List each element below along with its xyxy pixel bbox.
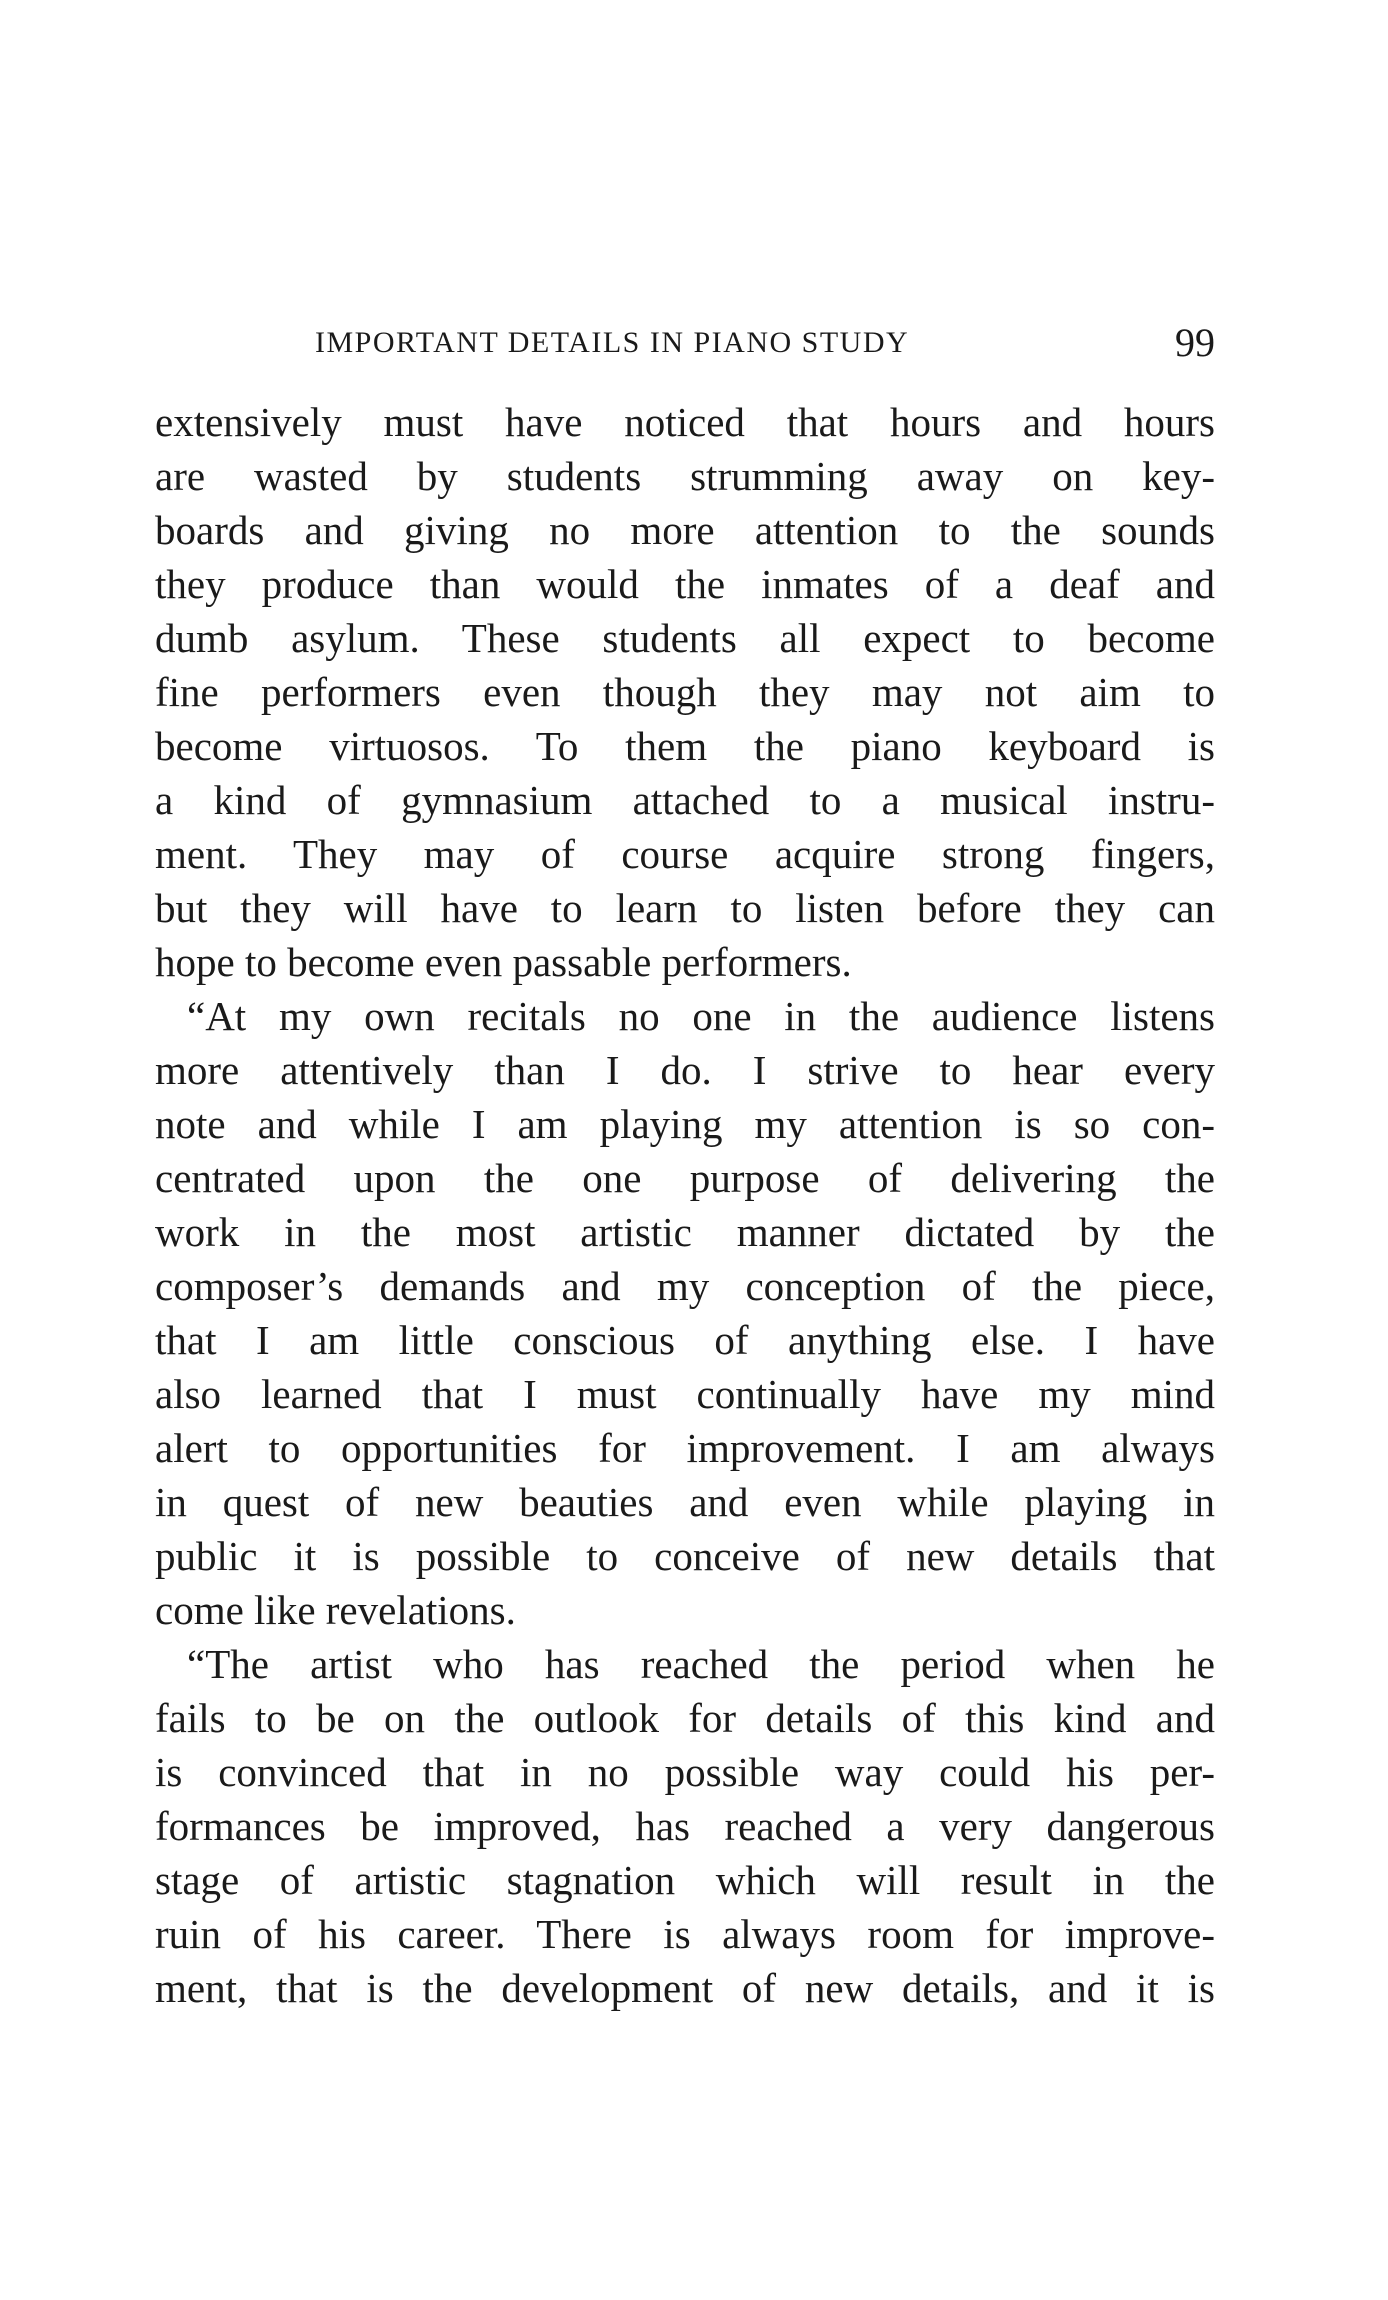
running-head	[155, 318, 1215, 368]
text-line: become virtuosos. To them the piano keyboard is	[155, 723, 1215, 769]
text-line: they produce than would the inmates of a deaf and	[155, 561, 1215, 607]
text-line: come like revelations.	[155, 1587, 516, 1633]
text-line: fails to be on the outlook for details of this kind and	[155, 1695, 1215, 1741]
body-text	[155, 395, 1215, 2015]
text-line: stage of artistic stagnation which will result in the	[155, 1857, 1215, 1903]
text-line: that I am little conscious of anything else. I have	[155, 1317, 1215, 1363]
text-line: also learned that I must continually have my mind	[155, 1371, 1215, 1417]
text-line: ment, that is the development of new details, and it is	[155, 1965, 1215, 2011]
text-line: but they will have to learn to listen before they can	[155, 885, 1215, 931]
text-line: “The artist who has reached the period when he	[187, 1641, 1215, 1687]
text-line: are wasted by students strumming away on key-	[155, 453, 1215, 499]
text-line: work in the most artistic manner dictated by the	[155, 1209, 1215, 1255]
text-line: is convinced that in no possible way could his per-	[155, 1749, 1215, 1795]
text-line: in quest of new beauties and even while playing in	[155, 1479, 1215, 1525]
text-line: centrated upon the one purpose of delivering the	[155, 1155, 1215, 1201]
text-line: fine performers even though they may not aim to	[155, 669, 1215, 715]
text-line: dumb asylum. These students all expect to become	[155, 615, 1215, 661]
text-line: a kind of gymnasium attached to a musical instru-	[155, 777, 1215, 823]
text-line: extensively must have noticed that hours and hours	[155, 399, 1215, 445]
text-line: public it is possible to conceive of new details that	[155, 1533, 1215, 1579]
text-line: more attentively than I do. I strive to hear every	[155, 1047, 1215, 1093]
text-line: composer’s demands and my conception of the piece,	[155, 1263, 1215, 1309]
text-line: ruin of his career. There is always room for improve-	[155, 1911, 1215, 1957]
text-line: “At my own recitals no one in the audience listens	[187, 993, 1215, 1039]
page-number: 99	[1175, 320, 1215, 365]
text-line: ment. They may of course acquire strong fingers,	[155, 831, 1215, 877]
text-line: boards and giving no more attention to the sounds	[155, 507, 1215, 553]
text-line: note and while I am playing my attention is so con-	[155, 1101, 1215, 1147]
text-line: hope to become even passable performers.	[155, 939, 852, 985]
text-line: formances be improved, has reached a very dangerous	[155, 1803, 1215, 1849]
text-line: alert to opportunities for improvement. I am always	[155, 1425, 1215, 1471]
running-title: IMPORTANT DETAILS IN PIANO STUDY	[315, 326, 910, 359]
